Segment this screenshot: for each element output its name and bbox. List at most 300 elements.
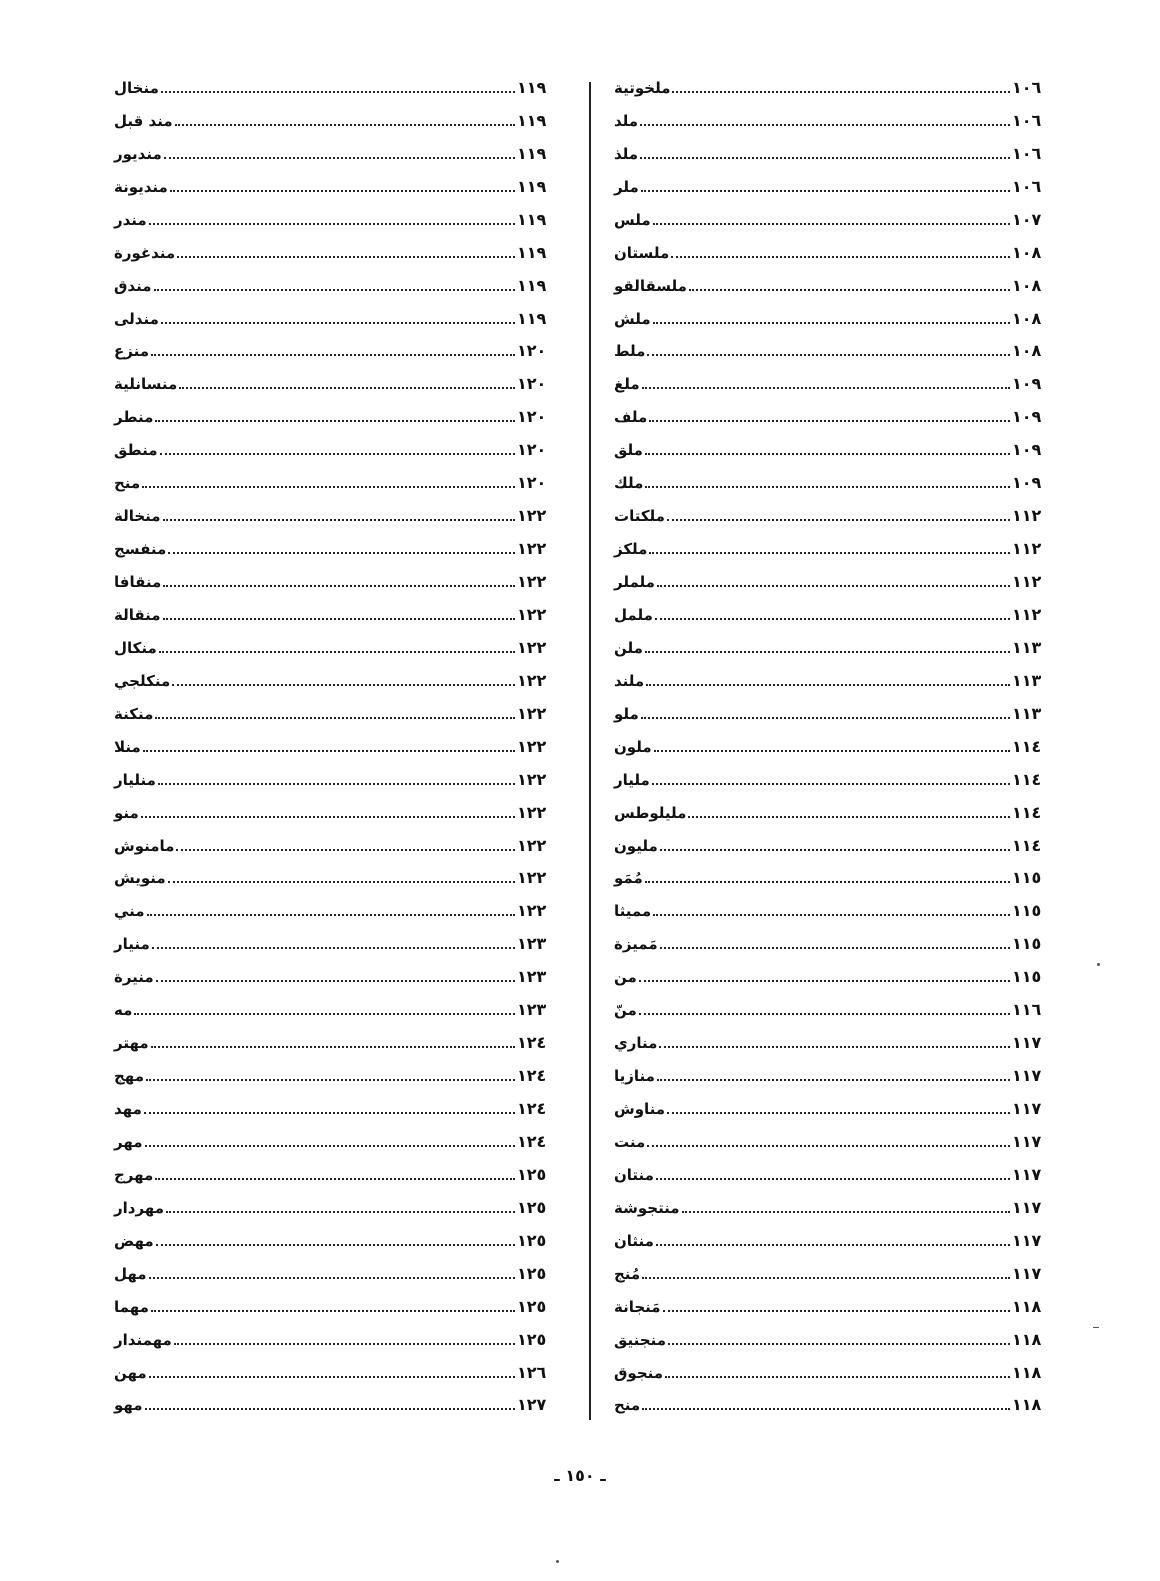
dot-leader (149, 1376, 515, 1378)
index-entry (610, 791, 1060, 824)
index-term: ملن (614, 638, 643, 657)
index-page-ref: ١٢٤ (517, 1066, 547, 1086)
scan-speck (1093, 1327, 1099, 1328)
dot-leader (645, 651, 1010, 653)
index-page-ref: ١١٧ (1012, 1033, 1042, 1053)
index-entry (110, 725, 565, 758)
index-term: ملق (614, 441, 643, 460)
index-entry (110, 99, 565, 132)
index-term: ملو (614, 704, 639, 723)
index-entry (110, 1252, 565, 1285)
index-entry (110, 198, 565, 231)
dot-leader (640, 157, 1010, 159)
index-term: مهج (114, 1067, 144, 1086)
index-page-ref: ١١٧ (1012, 1230, 1042, 1250)
index-entry (110, 857, 565, 890)
index-entry (610, 922, 1060, 955)
index-term: ملكز (614, 540, 648, 559)
index-page-ref: ١٢٠ (517, 407, 547, 427)
index-page-ref: ١٢٢ (517, 868, 547, 888)
dot-leader (642, 1277, 1010, 1279)
dot-leader (659, 1046, 1010, 1048)
dot-leader (151, 354, 515, 356)
index-term: منخالة (114, 507, 161, 526)
index-page-ref: ١٢٠ (517, 374, 547, 394)
index-entry (110, 626, 565, 659)
index-entry (110, 1318, 565, 1351)
index-term: منليار (114, 770, 156, 789)
dot-leader (641, 190, 1010, 192)
dot-leader (142, 486, 515, 488)
index-entry (610, 1021, 1060, 1054)
index-term: منثان (614, 1231, 654, 1250)
index-entry (610, 1153, 1060, 1186)
index-entry (110, 955, 565, 988)
index-term: منح (114, 474, 141, 493)
index-page-ref: ١١٩ (517, 209, 547, 229)
index-entry (610, 1120, 1060, 1153)
index-entry (610, 725, 1060, 758)
index-page-ref: ١١٩ (517, 143, 547, 163)
dot-leader (645, 486, 1010, 488)
index-page-ref: ١٠٨ (1012, 242, 1042, 262)
index-page-ref: ١٢٠ (517, 341, 547, 361)
index-page-ref: ١١٤ (1012, 736, 1042, 756)
index-term: مهرج (114, 1165, 154, 1184)
index-entry (110, 1351, 565, 1384)
index-entry (110, 560, 565, 593)
index-entry (110, 1384, 565, 1417)
index-term: مهما (114, 1297, 149, 1316)
index-entry (610, 955, 1060, 988)
index-page-ref: ١٢٤ (517, 1099, 547, 1118)
dot-leader (174, 1343, 515, 1345)
index-page-ref: ١١٥ (1012, 967, 1042, 987)
dot-leader (668, 1343, 1010, 1345)
index-term: مه (114, 1001, 133, 1020)
index-term: ملر (614, 177, 639, 196)
index-entry (610, 560, 1060, 593)
index-term: ململر (614, 573, 655, 591)
index-page-ref: ١٢٢ (517, 736, 547, 756)
index-page-ref: ١١٤ (1012, 769, 1042, 789)
index-term: منطر (114, 408, 154, 427)
index-term: ملغ (614, 375, 640, 394)
dot-leader (646, 684, 1010, 686)
index-page-ref: ١١٩ (517, 275, 547, 295)
dot-leader (653, 914, 1010, 916)
index-page-ref: ١٢٢ (517, 835, 547, 855)
index-term: مَنجانة (614, 1297, 661, 1316)
index-entry (610, 1351, 1060, 1384)
index-entry (110, 1021, 565, 1054)
index-page-ref: ١٢٥ (517, 1164, 547, 1184)
index-term: مُمَو (614, 869, 643, 888)
index-page-ref: ١٠٦ (1012, 77, 1042, 97)
index-entry (110, 428, 565, 461)
index-page-ref: ١٠٩ (1012, 473, 1042, 493)
index-entry (610, 461, 1060, 494)
index-page-ref: ١٢٥ (517, 1329, 547, 1349)
index-entry (610, 264, 1060, 297)
index-term: منفسج (114, 540, 167, 559)
index-entry (610, 1219, 1060, 1252)
index-entry (610, 99, 1060, 132)
index-page-ref: ١٢٢ (517, 604, 547, 624)
index-page-ref: ١٢٣ (517, 1000, 547, 1020)
index-entry (110, 362, 565, 395)
index-entry (610, 1186, 1060, 1219)
dot-leader (146, 1079, 515, 1081)
index-entry (110, 889, 565, 922)
index-entry (610, 494, 1060, 527)
dot-leader (647, 354, 1010, 356)
index-entry (110, 692, 565, 725)
dot-leader (175, 124, 515, 126)
index-page-ref: ١١٢ (1012, 506, 1042, 526)
index-term: منخال (114, 78, 159, 97)
index-term: منسانلية (114, 375, 178, 394)
index-entry (110, 165, 565, 198)
index-page-ref: ١٢٣ (517, 967, 547, 987)
index-column-left (110, 66, 565, 1416)
dot-leader (151, 1046, 515, 1048)
index-entry (110, 461, 565, 494)
index-entry (610, 659, 1060, 692)
dot-leader (645, 453, 1010, 455)
dot-leader (667, 1112, 1010, 1114)
index-term: مهض (114, 1231, 154, 1250)
index-page-ref: ١١٧ (1012, 1131, 1042, 1151)
dot-leader (641, 717, 1010, 719)
dot-leader (653, 223, 1010, 225)
index-term: منيرة (114, 968, 154, 987)
index-page-ref: ١١٧ (1012, 1197, 1042, 1217)
index-term: مُنج (614, 1264, 641, 1283)
index-term: مليلوطس (614, 803, 687, 822)
dot-leader (689, 289, 1010, 291)
index-page-ref: ١٠٨ (1012, 341, 1042, 361)
dot-leader (176, 849, 515, 851)
index-entry (610, 1318, 1060, 1351)
index-entry (110, 494, 565, 527)
index-page-ref: ١١٥ (1012, 901, 1042, 921)
dot-leader (161, 91, 515, 93)
dot-leader (155, 717, 515, 719)
index-term: ملون (614, 737, 652, 756)
index-page-ref: ١١٦ (1012, 1000, 1042, 1020)
index-entry (610, 1087, 1060, 1120)
scan-speck (1097, 963, 1100, 966)
index-term: مميثا (614, 902, 652, 921)
index-term: مهل (114, 1264, 147, 1283)
index-term: منزع (114, 342, 149, 361)
index-term: منّ (614, 1001, 637, 1020)
dot-leader (151, 1310, 515, 1312)
index-page-ref: ١٠٦ (1012, 176, 1042, 196)
index-entry (110, 1087, 565, 1120)
index-entry (610, 66, 1060, 99)
dot-leader (144, 1112, 515, 1114)
dot-leader (177, 256, 515, 258)
index-entry (110, 1186, 565, 1219)
index-page-ref: ١٢٠ (517, 473, 547, 493)
index-term: مهر (114, 1132, 143, 1151)
index-page-ref: ١٢٢ (517, 506, 547, 526)
index-entry (110, 66, 565, 99)
index-page-ref: ١٢٢ (517, 769, 547, 789)
index-term: ملش (614, 309, 651, 328)
index-term: منطق (114, 441, 158, 460)
dot-leader (656, 1178, 1010, 1180)
dot-leader (656, 1244, 1010, 1246)
index-page-ref: ١٢٠ (517, 440, 547, 460)
index-term: مهردار (114, 1198, 164, 1217)
index-page-ref: ١٠٧ (1012, 209, 1042, 229)
index-page-ref: ١٢٤ (517, 1131, 547, 1151)
index-page-ref: ١٢٢ (517, 572, 547, 591)
index-entry (610, 626, 1060, 659)
dot-leader (179, 387, 515, 389)
index-page-ref: ١١٩ (517, 308, 547, 328)
index-term: منكنة (114, 704, 154, 723)
index-entry (110, 1285, 565, 1318)
dot-leader (645, 881, 1010, 883)
index-term: منقالة (114, 605, 161, 624)
index-page-ref: ١٢٢ (517, 901, 547, 921)
index-term: ملس (614, 210, 651, 229)
index-entry (110, 922, 565, 955)
index-page-ref: ١١٨ (1012, 1395, 1042, 1415)
index-entry (610, 824, 1060, 857)
index-term: مهمندار (114, 1330, 172, 1349)
index-column-right (610, 66, 1060, 1416)
index-entry (610, 362, 1060, 395)
index-term: مند قبل (114, 111, 173, 130)
index-page-ref: ١٢٥ (517, 1263, 547, 1283)
index-entry (610, 889, 1060, 922)
index-page-ref: ١١٨ (1012, 1362, 1042, 1382)
page-number: ـ ١٥٠ ـ (554, 1466, 606, 1485)
index-term: ملف (614, 408, 648, 427)
index-entry (610, 1252, 1060, 1285)
index-term: منجوق (614, 1363, 664, 1382)
dot-leader (665, 1376, 1010, 1378)
dot-leader (653, 322, 1010, 324)
index-page-ref: ١١٤ (1012, 802, 1042, 822)
index-term: منجنيق (614, 1330, 666, 1349)
dot-leader (642, 1408, 1010, 1410)
index-term: مندر (114, 210, 147, 229)
index-entry (110, 527, 565, 560)
scan-speck (556, 1560, 559, 1563)
dot-leader (163, 618, 515, 620)
index-term: منيار (114, 935, 150, 954)
index-page-ref: ١٠٩ (1012, 407, 1042, 427)
index-entry (110, 1120, 565, 1153)
dot-leader (147, 914, 515, 916)
dot-leader (682, 1211, 1010, 1213)
index-term: ملخوتية (614, 78, 671, 97)
dot-leader (640, 124, 1010, 126)
index-page-ref: ١١٧ (1012, 1099, 1042, 1118)
dot-leader (149, 1277, 515, 1279)
dot-leader (145, 1408, 515, 1410)
index-page-ref: ١٢٤ (517, 1033, 547, 1053)
index-term: من (614, 968, 637, 987)
index-entry (610, 1285, 1060, 1318)
index-term: مَميزة (614, 935, 658, 954)
index-entry (610, 1384, 1060, 1417)
index-term: منلا (114, 737, 141, 756)
dot-leader (667, 519, 1010, 521)
index-page-ref: ١٠٨ (1012, 275, 1042, 295)
dot-leader (639, 980, 1010, 982)
dot-leader (163, 585, 515, 587)
index-term: منت (614, 1132, 646, 1151)
index-page-ref: ١٢٢ (517, 802, 547, 822)
index-entry (610, 692, 1060, 725)
index-page-ref: ١١٩ (517, 176, 547, 196)
dot-leader (160, 453, 515, 455)
index-page-ref: ١٠٩ (1012, 374, 1042, 394)
index-entry (110, 988, 565, 1021)
dot-leader (156, 980, 515, 982)
index-term: مندغورة (114, 243, 176, 262)
dot-leader (155, 1178, 515, 1180)
index-entry (110, 132, 565, 165)
index-entry (610, 758, 1060, 791)
index-term: مامنوش (114, 836, 175, 855)
index-entry (610, 231, 1060, 264)
index-page-ref: ١٠٦ (1012, 110, 1042, 130)
index-entry (610, 527, 1060, 560)
index-page-ref: ١٢٢ (517, 539, 547, 559)
index-entry (610, 297, 1060, 330)
index-term: مندلى (114, 309, 159, 328)
dot-leader (652, 783, 1010, 785)
index-term: مليار (614, 770, 650, 789)
index-page-ref: ١١٢ (1012, 604, 1042, 624)
index-term: منديور (114, 144, 162, 163)
dot-leader (654, 750, 1010, 752)
index-term: ملند (614, 671, 645, 690)
dot-leader (642, 387, 1010, 389)
index-term: مندق (114, 276, 152, 295)
index-entry (610, 593, 1060, 626)
index-page-ref: ١٢٧ (517, 1395, 547, 1415)
index-page-ref: ١٢٥ (517, 1197, 547, 1217)
dot-leader (158, 783, 515, 785)
dot-leader (688, 816, 1010, 818)
index-page-ref: ١١٥ (1012, 868, 1042, 888)
index-entry (110, 824, 565, 857)
index-page-ref: ١٢٣ (517, 934, 547, 954)
dot-leader (649, 552, 1010, 554)
dot-leader (168, 881, 515, 883)
dot-leader (156, 1244, 515, 1246)
dot-leader (145, 1145, 515, 1147)
index-page-ref: ١٢٢ (517, 637, 547, 657)
index-entry (110, 330, 565, 363)
index-term: ململ (614, 605, 653, 624)
index-page-ref: ١٢٥ (517, 1230, 547, 1250)
index-term: مهتر (114, 1034, 149, 1053)
dot-leader (155, 420, 515, 422)
index-term: ملذ (614, 144, 639, 163)
dot-leader (639, 1013, 1010, 1015)
index-term: ملستان (614, 243, 670, 262)
index-term: منح (614, 1396, 641, 1415)
index-term: ملك (614, 474, 644, 493)
dot-leader (141, 816, 515, 818)
dot-leader (660, 947, 1010, 949)
index-term: مهد (114, 1100, 142, 1118)
dot-leader (672, 91, 1010, 93)
index-entry (610, 165, 1060, 198)
index-entry (610, 857, 1060, 890)
index-entry (110, 395, 565, 428)
index-term: مني (114, 902, 145, 921)
dot-leader (161, 322, 515, 324)
index-page-ref: ١٢٢ (517, 670, 547, 690)
index-entry (110, 231, 565, 264)
index-term: ملد (614, 111, 639, 130)
index-page-ref: ١١٩ (517, 77, 547, 97)
index-term: مهن (114, 1363, 147, 1382)
dot-leader (166, 1211, 515, 1213)
index-term: منتان (614, 1165, 654, 1184)
index-term: مليون (614, 836, 658, 855)
index-term: منقافا (114, 573, 162, 591)
index-entry (110, 758, 565, 791)
index-page-ref: ١١٣ (1012, 637, 1042, 657)
index-page-ref: ١٠٦ (1012, 143, 1042, 163)
dot-leader (647, 1145, 1010, 1147)
index-entry (110, 593, 565, 626)
column-divider (589, 82, 591, 1420)
index-entry (610, 988, 1060, 1021)
dot-leader (663, 1310, 1010, 1312)
index-term: مهو (114, 1396, 143, 1415)
index-term: ملكتات (614, 507, 665, 526)
index-entry (110, 264, 565, 297)
index-term: منديونة (114, 177, 168, 196)
index-page-ref: ١١٥ (1012, 934, 1042, 954)
index-term: منكلجي (114, 671, 171, 690)
index-page-ref: ١١٢ (1012, 539, 1042, 559)
index-entry (610, 132, 1060, 165)
index-page-ref: ١١٣ (1012, 670, 1042, 690)
index-term: منتجوشة (614, 1198, 680, 1217)
index-entry (110, 1219, 565, 1252)
dot-leader (168, 552, 515, 554)
dot-leader (655, 618, 1010, 620)
index-page-ref: ١١٧ (1012, 1263, 1042, 1283)
index-entry (610, 1054, 1060, 1087)
index-term: منويش (114, 869, 166, 888)
index-page-ref: ١١٧ (1012, 1066, 1042, 1086)
index-term: مناوش (614, 1100, 666, 1118)
index-term: منكال (114, 638, 157, 657)
index-term: ملط (614, 342, 646, 361)
index-entry (110, 659, 565, 692)
index-entry (610, 330, 1060, 363)
dot-leader (154, 289, 516, 291)
index-page-ref: ١١٢ (1012, 572, 1042, 591)
index-page-ref: ١٠٨ (1012, 308, 1042, 328)
index-page-ref: ١١٣ (1012, 703, 1042, 723)
